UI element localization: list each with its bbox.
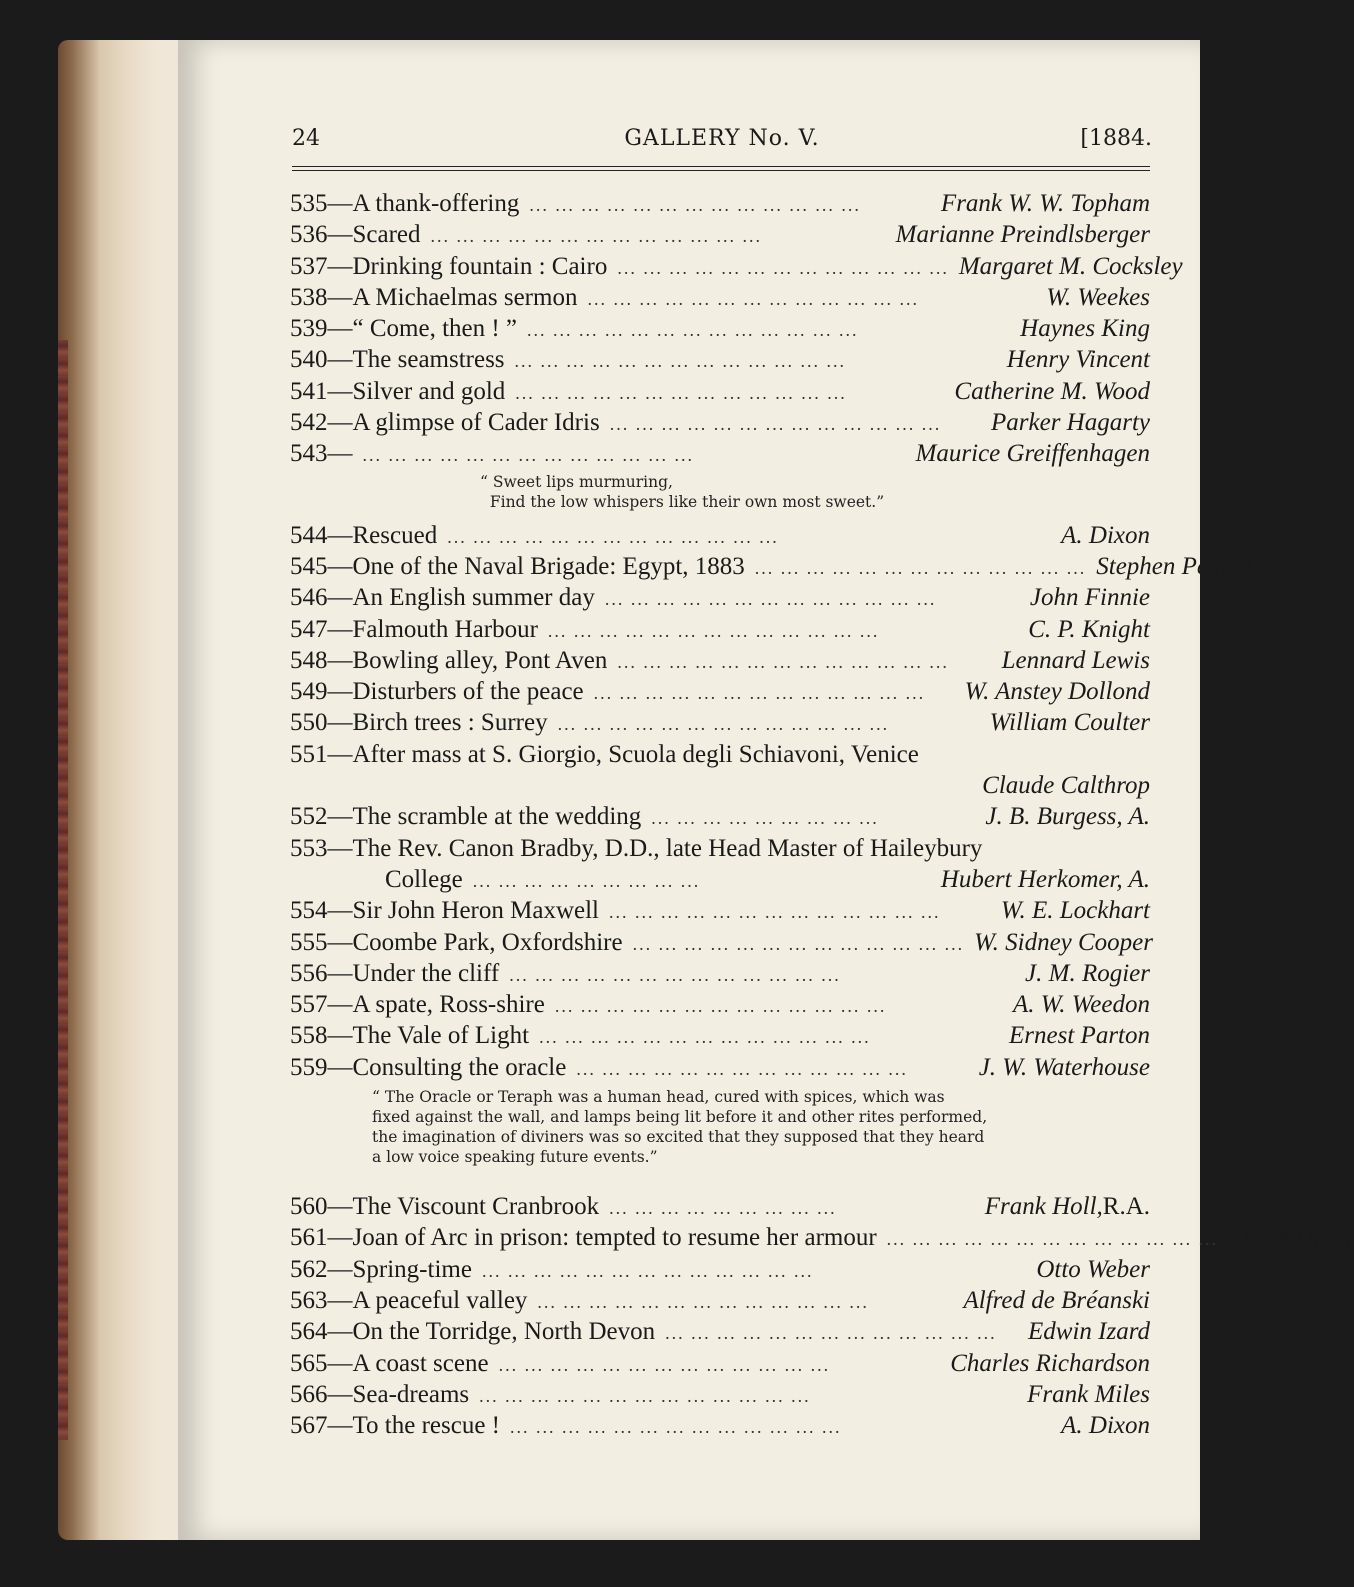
- entry-artist: C. P. Knight: [1028, 615, 1150, 643]
- entry-artist: Alfred de Bréanski: [963, 1286, 1150, 1314]
- entry-title: A coast scene: [352, 1349, 489, 1377]
- entry-title: The Viscount Cranbrook: [352, 1193, 600, 1221]
- entry-title: Coombe Park, Oxfordshire: [352, 928, 623, 956]
- entry-number: 552—: [290, 803, 353, 831]
- entry-title: “ Come, then ! ”: [352, 315, 518, 343]
- leader-dots: ... ... ... ... ... ... ... ... ... ... ... ... ...: [587, 288, 919, 309]
- entry-title: Joan of Arc in prison: tempted to resume her armour: [352, 1224, 877, 1252]
- leader-dots: ... ... ... ... ... ... ... ... ... ... ... ... ...: [632, 933, 965, 954]
- entry-title: Spring-time: [352, 1255, 472, 1283]
- entry-number: 553—: [290, 834, 353, 862]
- entry-title: Rescued: [352, 521, 438, 549]
- catalogue-entry: [290, 927, 1154, 958]
- entry-artist: W. Anstey Dollond: [964, 678, 1150, 706]
- entry-artist: W. E. Lockhart: [1000, 897, 1150, 925]
- entry-number: 537—: [290, 252, 353, 280]
- leader-dots: ... ... ... ... ... ... ... ... ... ... ... ... ...: [754, 557, 1087, 578]
- catalogue-entry: [290, 344, 1150, 375]
- entry-artist: Parker Hagarty: [991, 409, 1150, 437]
- entry-number: 562—: [290, 1255, 353, 1283]
- catalogue-entry: [290, 219, 1150, 250]
- entry-title: After mass at S. Giorgio, Scuola degli Schiavoni, Venice: [352, 740, 919, 768]
- entry-artist: Charles Richardson: [950, 1349, 1150, 1377]
- entry-number: 567—: [290, 1412, 353, 1440]
- catalogue-entry: [290, 739, 1150, 770]
- catalogue-entry: [290, 251, 1183, 282]
- entry-artist: J. M. Rogier: [1025, 959, 1150, 987]
- leader-dots: ... ... ... ... ... ... ... ... ... ... ... ... ...: [481, 1260, 814, 1281]
- entry-title: Silver and gold: [352, 377, 506, 405]
- entry-title: The Vale of Light: [352, 1022, 530, 1050]
- entry-title: The scramble at the wedding: [352, 803, 642, 831]
- entry-artist: Frank W. W. Topham: [940, 190, 1150, 217]
- entry-number: 550—: [290, 709, 353, 737]
- leader-dots: ... ... ... ... ... ... ... ... ... ... ... ... ...: [515, 382, 847, 403]
- leader-dots: ... ... ... ... ... ... ... ... ... ... ... ... ...: [886, 1229, 1219, 1250]
- entry-title: A spate, Ross-shire: [352, 991, 545, 1019]
- entry-title: Scared: [352, 221, 421, 249]
- catalogue-entry: [290, 989, 1150, 1020]
- entry-title: A peaceful valley: [352, 1286, 528, 1314]
- entry-artist: A. W. Weedon: [1012, 991, 1150, 1019]
- header-rule: [292, 166, 1150, 167]
- quote-543: “ Sweet lips murmuring, Find the low whispers like their own most sweet.”: [480, 472, 885, 511]
- entry-number: 551—: [290, 740, 353, 768]
- leader-dots: ... ... ... ... ... ... ... ... ... ... ... ... ...: [498, 1354, 831, 1375]
- catalogue-entry: [290, 1410, 1150, 1441]
- entry-number: 560—: [290, 1193, 353, 1221]
- entry-artist: Lennard Lewis: [1001, 646, 1150, 674]
- leader-dots: ... ... ... ... ... ... ... ... ... ... ... ... ...: [514, 351, 847, 372]
- entry-number: 566—: [290, 1380, 353, 1408]
- leader-dots: ... ... ... ... ... ... ... ... ... ... ... ... ...: [509, 964, 841, 985]
- leader-dots: ... ... ... ... ... ... ... ... ... ... ... ... ...: [547, 620, 880, 641]
- leader-dots: ... ... ... ... ... ... ... ... ... ... ... ... ...: [537, 1291, 869, 1312]
- entry-artist: Claude Calthrop: [982, 772, 1150, 800]
- leader-dots: ... ... ... ... ... ... ... ... ... ... ... ... ...: [557, 714, 890, 735]
- catalogue-entry: [290, 895, 1150, 926]
- entry-title: A thank-offering: [352, 190, 520, 217]
- leader-dots: ... ... ... ... ... ... ... ... ...: [472, 870, 701, 891]
- entry-artist: Margaret M. Cocksley: [958, 252, 1183, 280]
- entry-artist: J. W. Waterhouse: [978, 1053, 1150, 1081]
- catalogue-entry: [290, 833, 1150, 864]
- entry-continuation: [290, 770, 1150, 801]
- catalogue-entry: [290, 1191, 1150, 1222]
- entry-number: 536—: [290, 221, 353, 249]
- catalogue-entry: [290, 438, 1150, 469]
- leader-dots: ... ... ... ... ... ... ... ... ... ... ... ... ...: [609, 414, 942, 435]
- catalogue-entry: [290, 1316, 1150, 1347]
- entry-title: Sea-dreams: [352, 1380, 470, 1408]
- book-edge: [58, 40, 198, 1540]
- page-title: GALLERY No. V.: [624, 126, 820, 151]
- leader-dots: ... ... ... ... ... ... ... ... ... ... ... ... ...: [593, 683, 926, 704]
- entry-artist: W. Weekes: [1046, 283, 1150, 311]
- catalogue-entry: [290, 676, 1150, 707]
- entry-artist: Hubert Herkomer, A.: [940, 865, 1150, 893]
- entry-number: 535—: [290, 190, 353, 217]
- catalogue-entry: [290, 614, 1150, 645]
- leader-dots: ... ... ... ... ... ... ... ... ... ... ... ... ...: [576, 1058, 908, 1079]
- entry-artist: Frank Miles: [1027, 1380, 1150, 1408]
- entry-artist: Otto Weber: [1036, 1255, 1150, 1283]
- catalogue-entry: [290, 1348, 1150, 1379]
- catalogue-entry: [290, 407, 1150, 438]
- entry-artist: A. Dixon: [1061, 521, 1150, 549]
- entry-number: 565—: [290, 1349, 353, 1377]
- leader-dots: ... ... ... ... ... ... ... ... ... ... ... ... ...: [529, 195, 861, 215]
- entry-artist: Edwin Izard: [1028, 1318, 1150, 1346]
- entry-title: Falmouth Harbour: [352, 615, 538, 643]
- entry-artist: Henry Vincent: [1006, 346, 1150, 374]
- catalogue-entry: [290, 551, 1252, 582]
- entry-artist: William Coulter: [989, 709, 1150, 737]
- leader-dots: ... ... ... ... ... ... ... ... ... ... ... ... ...: [510, 1417, 842, 1438]
- entry-title: Under the cliff: [352, 959, 500, 987]
- entry-title: To the rescue !: [352, 1412, 500, 1440]
- catalogue-entry: [290, 1379, 1150, 1410]
- entry-number: 544—: [290, 521, 353, 549]
- entry-title: One of the Naval Brigade: Egypt, 1883: [352, 552, 745, 580]
- entry-title: Sir John Heron Maxwell: [352, 897, 599, 925]
- entry-artist: Marianne Preindlsberger: [895, 221, 1150, 249]
- catalogue-entry: [290, 801, 1150, 832]
- entry-number: 540—: [290, 346, 353, 374]
- catalogue-entry: [290, 313, 1150, 344]
- leader-dots: ... ... ... ... ... ... ... ... ... ... ... ... ...: [447, 526, 779, 547]
- entry-continuation: [290, 864, 1150, 895]
- entry-number: 556—: [290, 959, 353, 987]
- leader-dots: ... ... ... ... ... ... ... ... ... ... ... ... ...: [665, 1323, 997, 1344]
- entry-number: 554—: [290, 897, 353, 925]
- entry-title: Birch trees : Surrey: [352, 709, 548, 737]
- entry-artist: Ernest Parton: [1009, 1022, 1150, 1050]
- entry-number: 561—: [290, 1224, 353, 1252]
- entry-title: A Michaelmas sermon: [352, 283, 578, 311]
- entry-number: 541—: [290, 377, 353, 405]
- catalogue-entry: [290, 1285, 1150, 1316]
- leader-dots: ... ... ... ... ... ... ... ... ...: [609, 1198, 837, 1219]
- entry-title: The Rev. Canon Bradby, D.D., late Head Master of Haileybury: [352, 834, 983, 862]
- leader-dots: ... ... ... ... ... ... ... ... ... ... ... ... ...: [362, 445, 694, 466]
- leader-dots: ... ... ... ... ... ... ... ... ...: [651, 808, 879, 829]
- leader-dots: ... ... ... ... ... ... ... ... ... ... ... ... ...: [479, 1385, 811, 1406]
- page-number: 24: [292, 126, 320, 151]
- entry-number: 545—: [290, 552, 353, 580]
- catalogue-list: [290, 188, 1354, 1441]
- entry-number: 542—: [290, 409, 353, 437]
- catalogue-entry: [290, 707, 1150, 738]
- catalogue-entry: [290, 520, 1150, 551]
- entry-artist-suffix: R.A.: [1102, 1193, 1150, 1221]
- entry-number: 559—: [290, 1053, 353, 1081]
- leader-dots: ... ... ... ... ... ... ... ... ... ... ... ... ...: [617, 651, 949, 672]
- leader-dots: ... ... ... ... ... ... ... ... ... ... ... ... ...: [554, 996, 887, 1017]
- leader-dots: ... ... ... ... ... ... ... ... ... ... ... ... ...: [430, 226, 763, 247]
- entry-number: 555—: [290, 928, 353, 956]
- catalogue-entry: [290, 1254, 1150, 1285]
- catalogue-entry: [290, 376, 1150, 407]
- entry-number: 539—: [290, 315, 353, 343]
- leader-dots: ... ... ... ... ... ... ... ... ... ... ... ... ...: [539, 1027, 871, 1048]
- catalogue-entry: [290, 645, 1150, 676]
- entry-artist: Catherine M. Wood: [954, 377, 1150, 405]
- entry-title: An English summer day: [352, 584, 595, 612]
- leader-dots: ... ... ... ... ... ... ... ... ... ... ... ... ...: [604, 589, 937, 610]
- entry-number: 564—: [290, 1318, 353, 1346]
- entry-title: A glimpse of Cader Idris: [352, 409, 600, 437]
- entry-artist: A. Dixon: [1061, 1412, 1150, 1440]
- leader-dots: ... ... ... ... ... ... ... ... ... ... ... ... ...: [527, 320, 859, 341]
- entry-title: The seamstress: [352, 346, 505, 374]
- entry-artist: Maurice Greiffenhagen: [915, 440, 1150, 468]
- catalogue-entry: [290, 582, 1150, 613]
- catalogue-entry: [290, 1020, 1150, 1051]
- entry-title: On the Torridge, North Devon: [352, 1318, 656, 1346]
- leader-dots: ... ... ... ... ... ... ... ... ... ... ... ... ...: [617, 257, 949, 278]
- entry-title-continued: College: [385, 865, 463, 893]
- catalogue-entry: [290, 1052, 1150, 1083]
- entry-artist: J. B. Burgess, A.: [985, 803, 1150, 831]
- entry-number: 548—: [290, 646, 353, 674]
- entry-number: 546—: [290, 584, 353, 612]
- entry-number: 549—: [290, 678, 353, 706]
- catalogue-entry: [290, 282, 1150, 313]
- entry-artist: Stephen Pearce: [1096, 552, 1252, 580]
- entry-artist: W. Sidney Cooper: [974, 928, 1154, 956]
- quote-559: “ The Oracle or Teraph was a human head, cured with spices, which was fixed against the wall, and lamps being lit before it and other rites performed, the imagination of diviners was so excited that they supposed that they heard a low voice speaking future events.”: [372, 1088, 988, 1167]
- leader-dots: ... ... ... ... ... ... ... ... ... ... ... ... ...: [609, 902, 941, 923]
- entry-artist: Frank Holl,: [984, 1193, 1103, 1221]
- header-rule-second: [292, 170, 1150, 171]
- entry-number: 543—: [290, 440, 353, 468]
- entry-number: 557—: [290, 991, 353, 1019]
- entry-artist: Frank Dicey: [1228, 1224, 1354, 1252]
- entry-title: Consulting the oracle: [352, 1053, 567, 1081]
- entry-number: 538—: [290, 283, 353, 311]
- entry-number: 563—: [290, 1286, 353, 1314]
- entry-title: Disturbers of the peace: [352, 678, 584, 706]
- entry-title: Drinking fountain : Cairo: [352, 252, 608, 280]
- catalogue-entry: [290, 958, 1150, 989]
- page-header: [292, 126, 1152, 160]
- catalogue-entry: [290, 188, 1150, 219]
- catalogue-entry: [290, 1222, 1354, 1253]
- entry-number: 558—: [290, 1022, 353, 1050]
- entry-number: 547—: [290, 615, 353, 643]
- page-year: [1884.: [1080, 126, 1152, 151]
- entry-artist: John Finnie: [1029, 584, 1150, 612]
- entry-title: Bowling alley, Pont Aven: [352, 646, 608, 674]
- entry-artist: Haynes King: [1020, 315, 1150, 343]
